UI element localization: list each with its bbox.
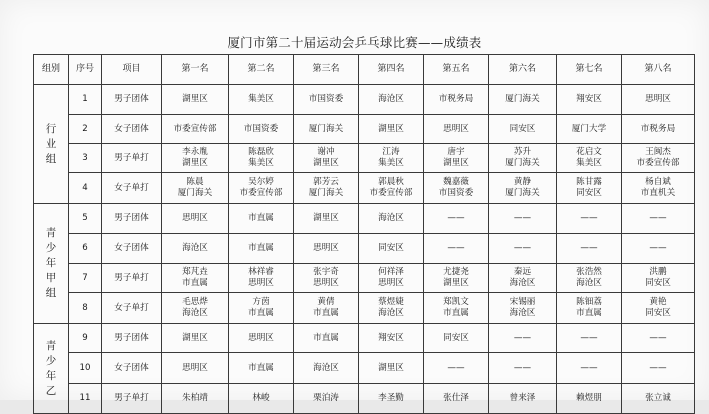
place-4-cell: 海沧区 <box>359 85 424 115</box>
place-8-cell: —— <box>622 324 695 353</box>
document-title: 厦门市第二十届运动会乒乓球比赛——成绩表 <box>227 35 482 50</box>
results-body <box>34 85 695 414</box>
header-place-8: 第八名 <box>622 55 695 85</box>
group-label: 青少年甲组 <box>45 227 57 299</box>
event-cell: 男子团体 <box>102 85 162 115</box>
place-2-cell: 市直属 <box>229 204 294 234</box>
header-place-3: 第三名 <box>294 55 359 85</box>
place-8-cell: —— <box>622 204 695 234</box>
place-8-cell: 市税务局 <box>622 115 695 144</box>
place-5-cell: 同安区 <box>424 324 489 353</box>
event-cell: 女子团体 <box>102 353 162 384</box>
row-number: 2 <box>69 115 102 144</box>
header-place-7: 第七名 <box>557 55 622 85</box>
row-number: 11 <box>69 384 102 414</box>
place-2-cell: 市直属 <box>229 234 294 264</box>
place-7-cell: 赖煜朋 <box>557 384 622 414</box>
place-4-cell: 郭晨秋 市委宣传部 <box>359 173 424 204</box>
place-4-cell: 同安区 <box>359 234 424 264</box>
place-3-cell: 栗泊涛 <box>294 384 359 414</box>
header-place-5: 第五名 <box>424 55 489 85</box>
place-1-cell: 陈晨 厦门海关 <box>162 173 229 204</box>
place-5-cell: 唐宇 湖里区 <box>424 144 489 173</box>
place-4-cell: 江涛 集美区 <box>359 144 424 173</box>
place-6-cell: —— <box>489 234 557 264</box>
place-5-cell: —— <box>424 353 489 384</box>
event-cell: 女子单打 <box>102 173 162 204</box>
header-place-1: 第一名 <box>162 55 229 85</box>
place-2-cell: 思明区 <box>229 324 294 353</box>
place-2-cell: 林祥睿 思明区 <box>229 264 294 293</box>
place-8-cell: —— <box>622 353 695 384</box>
place-6-cell: 秦远 海沧区 <box>489 264 557 293</box>
place-7-cell: 张浩然 海沧区 <box>557 264 622 293</box>
event-cell: 女子团体 <box>102 115 162 144</box>
event-cell: 男子单打 <box>102 384 162 414</box>
row-number: 1 <box>69 85 102 115</box>
row-number: 6 <box>69 234 102 264</box>
row-number: 4 <box>69 173 102 204</box>
place-4-cell: 何祥泽 思明区 <box>359 264 424 293</box>
group-cell <box>34 324 69 414</box>
place-1-cell: 湖里区 <box>162 85 229 115</box>
place-8-cell: 张立诚 <box>622 384 695 414</box>
place-7-cell: —— <box>557 204 622 234</box>
group-cell <box>34 204 69 324</box>
place-8-cell: 黄艳 同安区 <box>622 293 695 324</box>
place-3-cell: 谢冲 湖里区 <box>294 144 359 173</box>
place-6-cell: 曾来泽 <box>489 384 557 414</box>
header-group: 组别 <box>34 55 69 85</box>
place-1-cell: 郑芃垚 市直属 <box>162 264 229 293</box>
place-5-cell: 张仕泽 <box>424 384 489 414</box>
place-2-cell: 林峻 <box>229 384 294 414</box>
place-6-cell: —— <box>489 324 557 353</box>
place-4-cell: 翔安区 <box>359 324 424 353</box>
place-5-cell: —— <box>424 234 489 264</box>
row-number: 7 <box>69 264 102 293</box>
place-3-cell: 市国资委 <box>294 85 359 115</box>
place-3-cell: 海沧区 <box>294 353 359 384</box>
place-4-cell: 李圣勤 <box>359 384 424 414</box>
place-5-cell: 尤捷尧 湖里区 <box>424 264 489 293</box>
place-6-cell: 宋锡丽 海沧区 <box>489 293 557 324</box>
place-2-cell: 市直属 <box>229 353 294 384</box>
place-3-cell: 张宇奇 思明区 <box>294 264 359 293</box>
place-6-cell: 厦门海关 <box>489 85 557 115</box>
header-number: 序号 <box>69 55 102 85</box>
header-row <box>34 55 695 85</box>
place-7-cell: 陈甘露 同安区 <box>557 173 622 204</box>
place-2-cell: 集美区 <box>229 85 294 115</box>
row-number: 3 <box>69 144 102 173</box>
place-7-cell: 花启文 集美区 <box>557 144 622 173</box>
row-number: 8 <box>69 293 102 324</box>
group-label: 青少年乙 <box>45 339 57 397</box>
place-8-cell: —— <box>622 234 695 264</box>
place-5-cell: 魏嘉薇 市国资委 <box>424 173 489 204</box>
table-row <box>34 85 695 115</box>
table-row <box>34 324 695 353</box>
group-label: 行业组 <box>45 122 57 165</box>
place-3-cell: 思明区 <box>294 234 359 264</box>
place-8-cell: 思明区 <box>622 85 695 115</box>
event-cell: 男子团体 <box>102 324 162 353</box>
row-number: 5 <box>69 204 102 234</box>
place-5-cell: 市税务局 <box>424 85 489 115</box>
place-1-cell: 海沧区 <box>162 234 229 264</box>
header-place-6: 第六名 <box>489 55 557 85</box>
table-row <box>34 173 695 204</box>
place-7-cell: 翔安区 <box>557 85 622 115</box>
place-8-cell: 洪鹏 同安区 <box>622 264 695 293</box>
event-cell: 男子团体 <box>102 204 162 234</box>
place-6-cell: 黄静 厦门海关 <box>489 173 557 204</box>
table-row <box>34 293 695 324</box>
place-2-cell: 市国资委 <box>229 115 294 144</box>
table-row <box>34 264 695 293</box>
event-cell: 女子单打 <box>102 293 162 324</box>
event-cell: 男子单打 <box>102 144 162 173</box>
place-2-cell: 陈磊欣 集美区 <box>229 144 294 173</box>
place-1-cell: 思明区 <box>162 353 229 384</box>
place-1-cell: 市委宣传部 <box>162 115 229 144</box>
place-7-cell: —— <box>557 324 622 353</box>
place-1-cell: 李永胤 湖里区 <box>162 144 229 173</box>
place-6-cell: —— <box>489 353 557 384</box>
event-cell: 女子团体 <box>102 234 162 264</box>
place-2-cell: 方茵 市直属 <box>229 293 294 324</box>
place-4-cell: 湖里区 <box>359 115 424 144</box>
place-6-cell: 同安区 <box>489 115 557 144</box>
place-6-cell: 苏升 厦门海关 <box>489 144 557 173</box>
table-row <box>34 353 695 384</box>
place-3-cell: 黄倩 市直属 <box>294 293 359 324</box>
place-8-cell: 王闽杰 市委宣传部 <box>622 144 695 173</box>
place-3-cell: 湖里区 <box>294 204 359 234</box>
table-row <box>34 204 695 234</box>
place-5-cell: 郑凯文 市直属 <box>424 293 489 324</box>
row-number: 10 <box>69 353 102 384</box>
place-6-cell: —— <box>489 204 557 234</box>
place-5-cell: —— <box>424 204 489 234</box>
event-cell: 男子单打 <box>102 264 162 293</box>
table-row <box>34 234 695 264</box>
place-1-cell: 毛思烨 海沧区 <box>162 293 229 324</box>
place-2-cell: 吴尔婷 市委宣传部 <box>229 173 294 204</box>
place-5-cell: 思明区 <box>424 115 489 144</box>
place-4-cell: 湖里区 <box>359 353 424 384</box>
header-place-2: 第二名 <box>229 55 294 85</box>
table-row <box>34 144 695 173</box>
place-3-cell: 厦门海关 <box>294 115 359 144</box>
place-7-cell: 厦门大学 <box>557 115 622 144</box>
place-7-cell: 陈钿荔 市直属 <box>557 293 622 324</box>
row-number: 9 <box>69 324 102 353</box>
table-row <box>34 115 695 144</box>
place-4-cell: 蔡煜婕 海沧区 <box>359 293 424 324</box>
group-cell <box>34 85 69 204</box>
results-table <box>33 54 695 414</box>
place-1-cell: 思明区 <box>162 204 229 234</box>
header-event: 项目 <box>102 55 162 85</box>
place-8-cell: 杨自斌 市直机关 <box>622 173 695 204</box>
place-7-cell: —— <box>557 353 622 384</box>
place-7-cell: —— <box>557 234 622 264</box>
place-3-cell: 市直属 <box>294 324 359 353</box>
place-1-cell: 湖里区 <box>162 324 229 353</box>
header-place-4: 第四名 <box>359 55 424 85</box>
place-3-cell: 郭芳云 厦门海关 <box>294 173 359 204</box>
place-1-cell: 朱柏靖 <box>162 384 229 414</box>
place-4-cell: 海沧区 <box>359 204 424 234</box>
table-row <box>34 384 695 414</box>
